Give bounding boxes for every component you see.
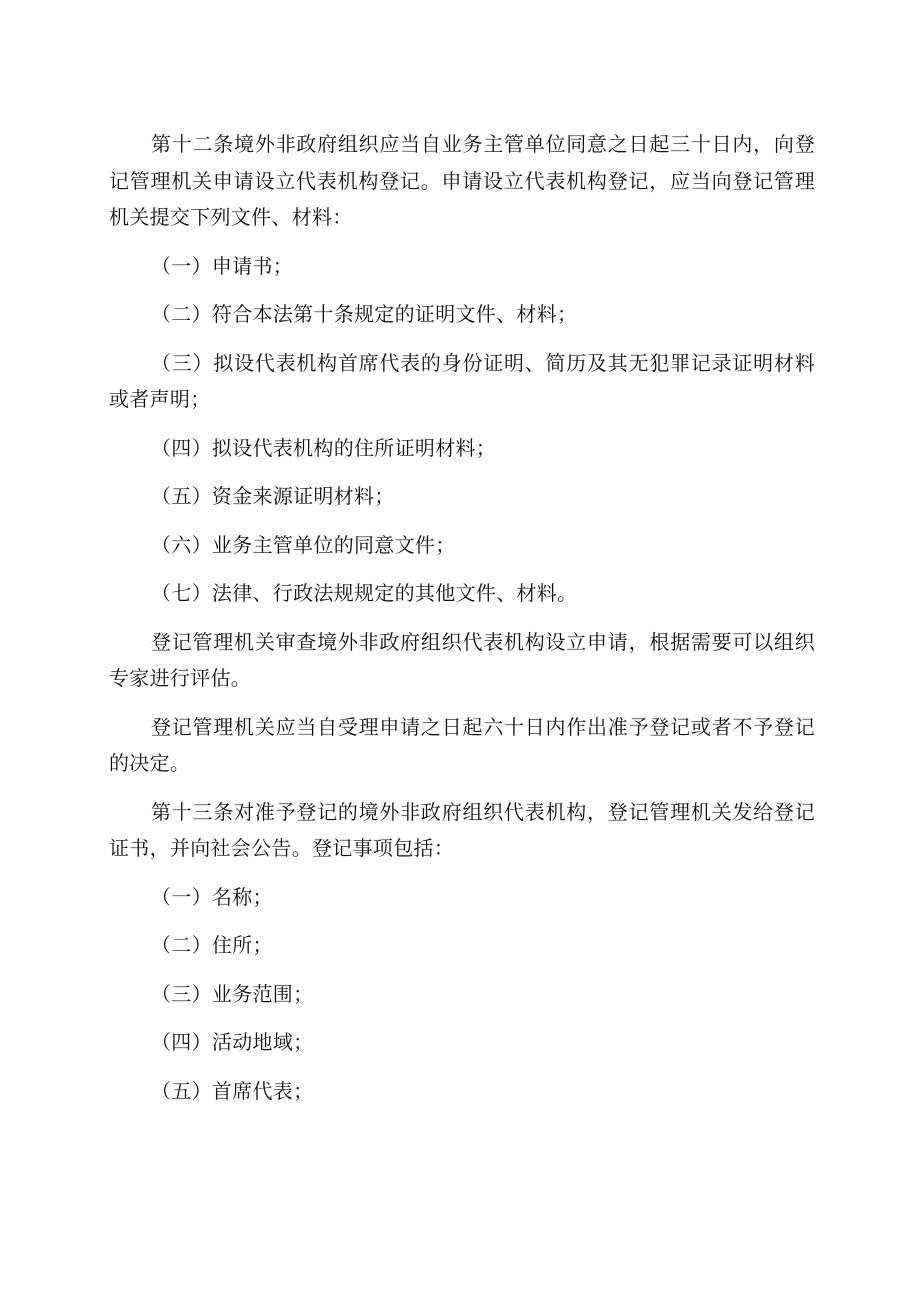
list-item-chief-rep-identity: （三）拟设代表机构首席代表的身份证明、简历及其无犯罪记录证明材料或者声明； xyxy=(109,350,815,411)
article-12-intro: 第十二条境外非政府组织应当自业务主管单位同意之日起三十日内，向登记管理机关申请设立代表机构登记。申请设立代表机构登记，应当向登记管理机关提交下列文件、材料： xyxy=(109,132,815,229)
list-item-business-scope: （三）业务范围； xyxy=(151,981,314,1006)
list-item-name: （一）名称； xyxy=(151,884,273,909)
list-item-application: （一）申请书； xyxy=(151,253,294,278)
list-item-article-10-proof: （二）符合本法第十条规定的证明文件、材料； xyxy=(151,302,578,326)
list-item-consent-document: （六）业务主管单位的同意文件； xyxy=(151,532,456,557)
list-item-activity-region: （四）活动地域； xyxy=(151,1030,314,1054)
list-item-chief-representative: （五）首席代表； xyxy=(151,1078,314,1103)
document-body xyxy=(109,126,815,1121)
decision-deadline-paragraph: 登记管理机关应当自受理申请之日起六十日内作出准予登记或者不予登记的决定。 xyxy=(109,714,815,775)
list-item-residence-proof: （四）拟设代表机构的住所证明材料； xyxy=(151,435,497,460)
review-paragraph: 登记管理机关审查境外非政府组织代表机构设立申请，根据需要可以组织专家进行评估。 xyxy=(109,629,815,690)
list-item-residence: （二）住所； xyxy=(151,933,273,957)
list-item-funding-proof: （五）资金来源证明材料； xyxy=(151,484,395,508)
list-item-other-documents: （七）法律、行政法规规定的其他文件、材料。 xyxy=(151,581,578,605)
article-13-intro: 第十三条对准予登记的境外非政府组织代表机构，登记管理机关发给登记证书，并向社会公告。登记事项包括： xyxy=(109,799,815,860)
